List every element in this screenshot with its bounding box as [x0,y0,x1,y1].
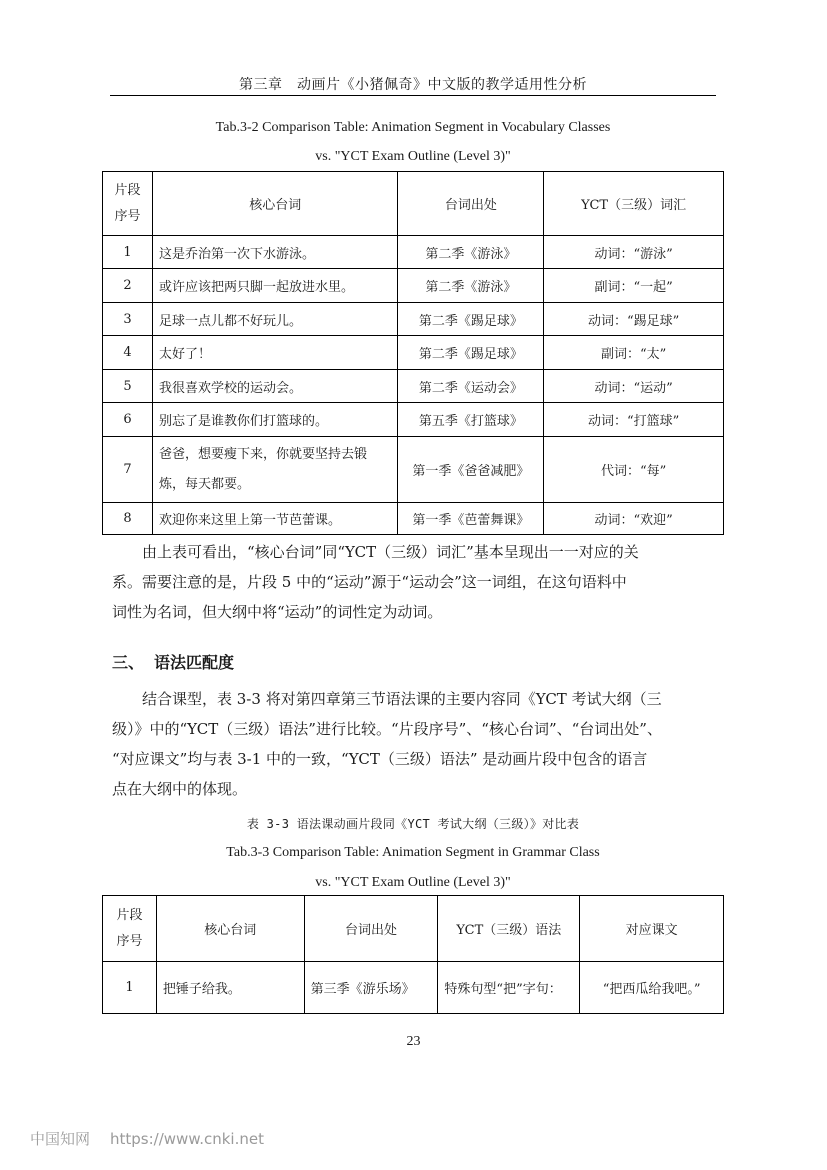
cell-source: 第一季《爸爸减肥》 [398,437,544,503]
cell-seq: 5 [103,370,153,403]
header-source: 台词出处 [398,172,544,236]
cell-seq: 1 [103,962,157,1014]
cell-line-part1: 爸爸，想要瘦下来，你就要坚持去锻 [158,446,367,462]
header-seq [103,172,153,236]
header-yct-grammar: YCT（三级）语法 [438,896,580,962]
cell-source: 第二季《运动会》 [398,370,544,403]
paragraph-line: 结合课型，表 3-3 将对第四章第三节语法课的主要内容同《YCT 考试大纲（三 [142,690,662,708]
table-row [103,403,724,437]
analysis-paragraph [112,537,716,627]
cell-yct: 代词：“每” [544,437,724,503]
table-row [103,303,724,336]
header-text: 对应课文 [580,896,724,962]
table2-caption-line2: vs. "YCT Exam Outline (Level 3)" [315,875,511,890]
cell-seq: 6 [103,403,153,437]
cell-yct: 动词：“游泳” [544,236,724,269]
cell-yct: 动词：“欢迎” [544,503,724,535]
cell-seq: 3 [103,303,153,336]
header-core-line: 核心台词 [152,172,398,236]
cell-text: “把西瓜给我吧。” [580,962,724,1014]
cell-source: 第二季《踢足球》 [398,336,544,370]
paragraph-line: 词性为名词，但大纲中将“运动”的词性定为动词。 [112,603,443,621]
cell-source: 第五季《打篮球》 [398,403,544,437]
cell-seq: 1 [103,236,153,269]
paragraph-line: 级）》中的“YCT（三级）语法”进行比较。“片段序号”、“核心台词”、“台词出处”、 [112,720,662,738]
table-row [103,370,724,403]
cell-seq: 8 [103,503,153,535]
header-seq [103,896,157,962]
cell-seq: 7 [103,437,153,503]
cell-seq: 2 [103,269,153,303]
table2-caption-cn: 表 3-3 语法课动画片段同《YCT 考试大纲（三级）》对比表 [246,817,580,831]
watermark [30,1128,264,1149]
cell-line: 足球一点儿都不好玩儿。 [152,303,398,336]
table1-caption-line1: Tab.3-2 Comparison Table: Animation Segment in Vocabulary Classes [215,120,611,135]
cell-source: 第一季《芭蕾舞课》 [398,503,544,535]
table2-caption-line1: Tab.3-3 Comparison Table: Animation Segment in Grammar Class [226,845,600,860]
cell-seq: 4 [103,336,153,370]
grammar-comparison-table [102,895,724,1014]
table1-caption-line2: vs. "YCT Exam Outline (Level 3)" [315,149,511,164]
table-row [103,437,724,503]
header-divider [110,95,716,96]
cell-yct: 动词：“打篮球” [544,403,724,437]
paragraph-line: 点在大纲中的体现。 [112,780,248,798]
paragraph-line: 系。需要注意的是，片段 5 中的“运动”源于“运动会”这一词组，在这句语料中 [112,573,627,591]
page-number: 23 [406,1034,421,1049]
table-row [103,962,724,1014]
cell-yct: 副词：“一起” [544,269,724,303]
header-seq-line2: 序号 [116,933,143,949]
cell-line: 或许应该把两只脚一起放进水里。 [152,269,398,303]
paragraph-line: 由上表可看出，“核心台词”同“YCT（三级）词汇”基本呈现出一一对应的关 [142,543,639,561]
cell-source: 第二季《踢足球》 [398,303,544,336]
cell-line: 太好了！ [152,336,398,370]
intro-paragraph [112,684,716,804]
table-row [103,503,724,535]
table-row [103,336,724,370]
cell-line: 欢迎你来这里上第一节芭蕾课。 [152,503,398,535]
cell-line: 这是乔治第一次下水游泳。 [152,236,398,269]
table-header-row [103,896,724,962]
watermark-brand: 中国知网 [30,1130,91,1148]
header-seq-line1: 片段 [114,182,141,198]
table-row [103,236,724,269]
section-title: 语法匹配度 [154,653,235,672]
cell-yct: 动词：“踢足球” [544,303,724,336]
cell-line [152,437,398,503]
cell-source: 第二季《游泳》 [398,236,544,269]
watermark-url: https://www.cnki.net [110,1130,264,1148]
cell-line: 把锤子给我。 [156,962,304,1014]
header-seq-line2: 序号 [114,208,141,224]
cell-line: 我很喜欢学校的运动会。 [152,370,398,403]
header-yct-vocab: YCT（三级）词汇 [544,172,724,236]
cell-yct: 动词：“运动” [544,370,724,403]
cell-line: 别忘了是谁教你们打篮球的。 [152,403,398,437]
vocabulary-comparison-table [102,171,724,535]
cell-line-part2: 炼，每天都要。 [158,476,250,492]
table-row [103,269,724,303]
section-heading [112,650,234,673]
paragraph-line: “对应课文”均与表 3-1 中的一致，“YCT（三级）语法” 是动画片段中包含的语言 [112,750,648,768]
cell-source: 第二季《游泳》 [398,269,544,303]
cell-source: 第三季《游乐场》 [304,962,438,1014]
header-source: 台词出处 [304,896,438,962]
running-header: 第三章 动画片《小猪佩奇》中文版的教学适用性分析 [239,77,587,93]
cell-grammar: 特殊句型“把”字句： [438,962,580,1014]
table-header-row [103,172,724,236]
header-seq-line1: 片段 [116,907,143,923]
cell-yct: 副词：“太” [544,336,724,370]
header-core-line: 核心台词 [156,896,304,962]
section-number: 三、 [112,653,145,672]
